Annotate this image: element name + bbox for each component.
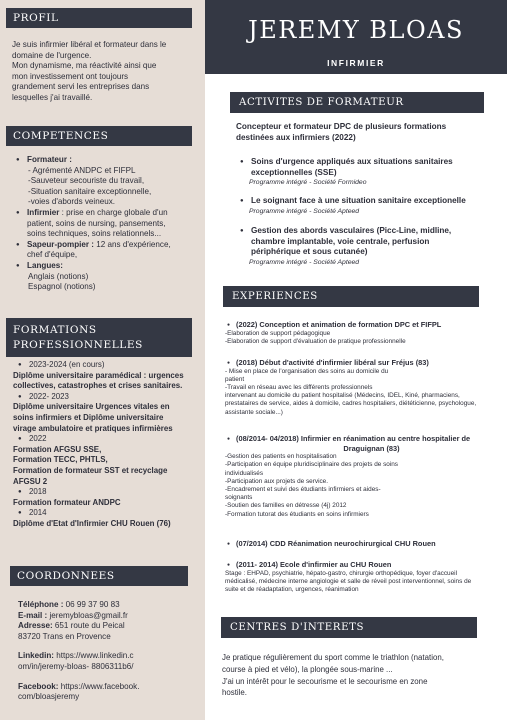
person-role: INFIRMIER bbox=[327, 58, 385, 68]
bullet-icon: ● bbox=[16, 262, 20, 269]
bullet-icon: ● bbox=[227, 562, 231, 568]
bullet-icon: ● bbox=[227, 360, 231, 366]
experience-item-4: ● (07/2014) CDD Réanimation neurochirurgical CHU Rouen bbox=[227, 539, 436, 548]
profil-text: Je suis infirmier libéral et formateur dans le domaine de l'urgence. Mon dynamisme, ma réactivité ainsi que mon investissement ont toujours grandement servi les entreprises dans lesquelles j'ai travaillé. bbox=[12, 40, 167, 102]
experience-item-1: ● (2022) Conception et animation de formation DPC et FIFPL -Elaboration de support pédagogique -Elaboration de support d'évaluation de pratique professionnelle bbox=[225, 320, 442, 345]
bullet-icon: ● bbox=[18, 436, 22, 443]
bullet-icon: ● bbox=[240, 198, 244, 204]
bullet-icon: ● bbox=[16, 157, 20, 163]
header-banner bbox=[205, 0, 507, 74]
competences-list bbox=[16, 155, 202, 293]
bullet-icon: ● bbox=[227, 541, 231, 547]
main-column bbox=[205, 0, 507, 720]
competences-heading: COMPETENCES bbox=[6, 126, 192, 146]
competence-formateur: ● Formateur : - Agrémenté ANDPC et FIFPL -Sauveteur secouriste du travail, -Situation sanitaire exceptionnelle, -voies d'abords veineux. bbox=[16, 155, 152, 207]
competence-sapeur-pompier: ● Sapeur-pompier : 12 ans d'expérience, chef d'équipe, bbox=[16, 239, 171, 260]
activite-item-2: ● Le soignant face à une situation sanitaire exceptionelle Programme intégré - Société Apteed bbox=[240, 196, 466, 215]
competence-infirmier: ● Infirmier : prise en charge globale d'un patient, soins de nursing, pansements, soins techniques, soins relationnels... bbox=[16, 207, 168, 239]
profil-heading: PROFIL bbox=[6, 8, 192, 28]
interets-heading: CENTRES D'INTERETS bbox=[221, 617, 477, 638]
formations-list: ● 2023-2024 (en cours) Diplôme universitaire paramédical : urgences collectives, catastrophes et crises sanitaires. ● 2022- 2023 Diplôme universitaire Urgences vitales en soins infirmiers et Diplôme universitaire virage ambulatoire et pratiques infirmières ● 2022 Formation AFGSU SSE, Formation TECC, PHTLS, Formation de formateur SST et recyclage AFGSU 2 ● 2018 Formation formateur ANDPC ● 2014 Diplôme d'Etat d'Infirmier CHU Rouen (76) bbox=[13, 360, 184, 528]
adresse: Adresse: 651 route du Peical bbox=[18, 621, 125, 631]
bullet-icon: ● bbox=[240, 159, 244, 165]
activite-item-3: ● Gestion des abords vasculaires (Picc-Line, midline, chambre implantable, voie centrale, perfusion périphérique et sous cutanée) Programme intégré - Société Apteed bbox=[240, 226, 452, 266]
activites-intro: Concepteur et formateur DPC de plusieurs formations destinées aux infirmiers (2022) bbox=[236, 122, 447, 142]
bullet-icon: ● bbox=[240, 228, 244, 234]
email[interactable]: E-mail : jeremybloas@gmail.fr bbox=[18, 610, 128, 620]
experiences-heading: EXPERIENCES bbox=[223, 286, 479, 307]
activites-heading: ACTIVITES DE FORMATEUR bbox=[230, 92, 484, 113]
linkedin-link[interactable]: Linkedin: https://www.linkedin.c bbox=[18, 651, 134, 661]
competence-langues: ● Langues: Anglais (notions) Espagnol (notions) bbox=[16, 260, 96, 292]
facebook-link[interactable]: Facebook: https://www.facebook. bbox=[18, 681, 140, 691]
bullet-icon: ● bbox=[227, 322, 231, 328]
experience-item-5: ● (2011- 2014) Ecole d'infirmier au CHU Rouen Stage : EHPAD, psychiatrie, hépato-gastro, chirurgie orthopédique, foyer d'accueil médicalisé, médecine interne angiologie et salle de réveil post interventionnel, soins de suite et de réadaptation, urgences, réanimation bbox=[225, 560, 472, 593]
bullet-icon: ● bbox=[18, 362, 22, 368]
coordonnees-block: Téléphone : 06 99 37 90 83 E-mail : jeremybloas@gmail.fr Adresse: 651 route du Peical 83720 Trans en Provence Linkedin: https://www.linkedin.c om/in/jeremy-bloas- 8806311b6/ Facebook: https://www.facebook. com/bloasjeremy bbox=[18, 600, 202, 703]
sidebar bbox=[0, 0, 205, 720]
experience-item-2: ● (2018) Début d'activité d'infirmier libéral sur Fréjus (83) - Mise en place de l'organisation des soins au domicile du patient -Travail en réseau avec les différents professionnels intervenant au domicile du patient hospitalisé (Médecins, IDEL, Kiné, pharmaciens, prestataires de service, aides à domicile, cadres hospitaliers, diététicienne, psychologue, assistante sociale...) bbox=[225, 358, 477, 416]
activite-item-1: ● Soins d'urgence appliqués aux situations sanitaires exceptionnelles (SSE) Programme intégré - Société Formideo bbox=[240, 157, 453, 187]
bullet-icon: ● bbox=[18, 510, 22, 517]
bullet-icon: ● bbox=[16, 241, 20, 248]
coordonnees-heading: COORDONNEES bbox=[10, 566, 188, 586]
telephone: Téléphone : 06 99 37 90 83 bbox=[18, 600, 120, 609]
person-name: JEREMY BLOAS bbox=[248, 16, 464, 44]
formations-heading: FORMATIONS PROFESSIONNELLES bbox=[6, 318, 192, 357]
experience-item-3: ● (08/2014- 04/2018) Infirmier en réanimation au centre hospitalier de Draguignan (83) -Gestion des patients en hospitalisation -Participation en équipe pluridisciplinaire des projets de soins individualisés -Participation aux projets de service. -Encadrement et suivi des étudiants infirmiers et aides- soignants -Soutien des familles en détresse (4j) 2012 -Formation tutorat des étudiants en soins infirmiers bbox=[225, 434, 471, 518]
bullet-icon: ● bbox=[18, 489, 22, 496]
interets-text: Je pratique régulièrement du sport comme le triathlon (natation, course à pied et vélo), la plongée sous-marine ... J'ai un intérêt pour le secourisme et le secourisme en zone hostile. bbox=[222, 653, 444, 698]
bullet-icon: ● bbox=[16, 209, 20, 216]
bullet-icon: ● bbox=[227, 436, 231, 442]
bullet-icon: ● bbox=[18, 393, 22, 400]
